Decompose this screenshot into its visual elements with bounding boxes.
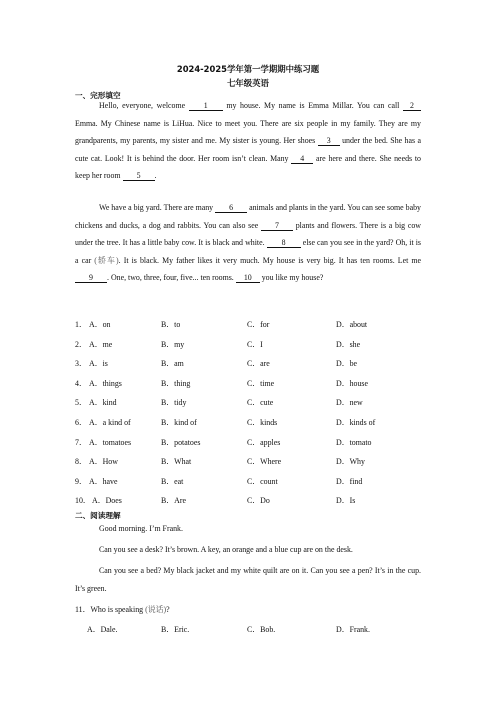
option-c[interactable]: C．apples xyxy=(247,437,281,447)
option-d[interactable]: D．she xyxy=(336,339,361,349)
exam-title: 2024-2025学年第一学期期中练习题 xyxy=(176,64,320,74)
option-a[interactable]: A．Does xyxy=(92,496,122,506)
question-number: 1． xyxy=(75,320,87,329)
option-d[interactable]: D．kinds of xyxy=(336,418,376,427)
option-c[interactable]: C．cute xyxy=(247,398,274,408)
option-row xyxy=(75,378,421,390)
option-d[interactable]: D．Is xyxy=(336,496,356,506)
option-row xyxy=(75,495,421,507)
option-a[interactable]: A．kind xyxy=(89,398,117,408)
option-b[interactable]: B．thing xyxy=(161,378,191,388)
blank-5: 5 xyxy=(123,171,155,181)
question-11-stem: 11．Who is speaking (说话)? xyxy=(75,605,170,614)
option-c[interactable]: C．for xyxy=(247,320,270,329)
option-a[interactable]: A．on xyxy=(89,320,111,329)
option-b[interactable]: B．tidy xyxy=(161,398,187,408)
option-c[interactable]: C．I xyxy=(247,339,263,349)
option-d[interactable]: D．be xyxy=(336,359,358,369)
blank-6: 6 xyxy=(215,203,247,213)
question-number: 10． xyxy=(75,496,91,506)
option-a[interactable]: A．have xyxy=(89,476,118,486)
option-a[interactable]: A．is xyxy=(89,359,108,369)
question-number: 9． xyxy=(75,476,87,486)
option-row xyxy=(75,417,421,429)
reading-line-1: Good morning. I’m Frank. xyxy=(99,524,183,533)
blank-7: 7 xyxy=(261,221,293,231)
option-d[interactable]: D．about xyxy=(336,320,368,329)
blank-9: 9 xyxy=(75,273,107,283)
reading-line-2: Can you see a desk? It’s brown. A key, an orange and a blue cup are on the desk. xyxy=(99,545,353,554)
option-b[interactable]: B．eat xyxy=(161,476,184,486)
option-c[interactable]: C．time xyxy=(247,378,275,388)
option-b[interactable]: B．What xyxy=(161,457,192,467)
cloze-paragraph-2: We have a big yard. There are many 6 animals and plants in the yard. You can see some baby chickens and ducks, a dog and rabbits. You can also see 7 plants and flowers. There is a big cow under the tree. It has a little baby cow. It is black and white. 8 else can you see in the yard? Oh, it is a car (轿车). It is black. My father likes it very much. My house is very big. It has ten rooms. Let me 9 . One, two, three, four, five... ten rooms. 10 you like my house? xyxy=(75,203,421,282)
option-c[interactable]: C．kinds xyxy=(247,418,278,427)
option-a[interactable]: A．tomatoes xyxy=(89,437,132,447)
option-row xyxy=(75,437,421,449)
option-a[interactable]: A．Dale. xyxy=(87,625,118,634)
option-b[interactable]: B．to xyxy=(161,320,181,329)
option-row xyxy=(75,339,421,351)
question-number: 8． xyxy=(75,457,87,467)
blank-1: 1 xyxy=(189,101,223,111)
question-11-options xyxy=(75,624,421,636)
blank-8: 8 xyxy=(267,238,301,248)
option-c[interactable]: C．count xyxy=(247,476,278,486)
option-row xyxy=(75,476,421,488)
option-d[interactable]: D．Why xyxy=(336,457,365,467)
section-heading-cloze: 一、完形填空 xyxy=(75,91,121,100)
option-a[interactable]: A．a kind of xyxy=(89,418,131,427)
blank-2: 2 xyxy=(403,101,421,111)
option-row xyxy=(75,319,421,331)
option-b[interactable]: B．am xyxy=(161,359,184,369)
option-c[interactable]: C．Do xyxy=(247,496,270,506)
option-row xyxy=(75,456,421,468)
blank-3: 3 xyxy=(318,136,340,146)
option-a[interactable]: A．me xyxy=(89,339,113,349)
option-c[interactable]: C．Bob. xyxy=(247,625,276,634)
option-b[interactable]: B．Are xyxy=(161,496,186,506)
option-b[interactable]: B．potatoes xyxy=(161,437,201,447)
option-b[interactable]: B．kind of xyxy=(161,418,197,427)
question-number: 2． xyxy=(75,339,87,349)
option-d[interactable]: D．house xyxy=(336,378,368,388)
question-number: 4． xyxy=(75,378,87,388)
option-b[interactable]: B．Eric. xyxy=(161,625,190,634)
question-number: 3． xyxy=(75,359,87,369)
option-c[interactable]: C．Where xyxy=(247,457,282,467)
option-a[interactable]: A．things xyxy=(89,378,122,388)
option-d[interactable]: D．tomato xyxy=(336,437,372,447)
cloze-paragraph-1: Hello, everyone, welcome 1 my house. My name is Emma Millar. You can call 2 Emma. My Chinese name is LiHua. Nice to meet you. There are six people in my family. They are my grandparents, my parents, my sister and me. My sister is young. Her shoes 3 under the bed. She has a cute cat. Look! It is behind the door. Her room isn’t clean. Many 4 are here and there. She needs to keep her room 5 . xyxy=(75,101,421,180)
option-row xyxy=(75,358,421,370)
section-heading-reading: 二、阅读理解 xyxy=(75,511,121,520)
exam-subtitle: 七年级英语 xyxy=(227,78,269,88)
option-d[interactable]: D．new xyxy=(336,398,363,408)
question-number: 7． xyxy=(75,437,87,447)
option-d[interactable]: D．find xyxy=(336,476,363,486)
car-note: (轿车) xyxy=(94,255,119,265)
option-row xyxy=(75,397,421,409)
option-b[interactable]: B．my xyxy=(161,339,185,349)
question-number: 5． xyxy=(75,398,87,408)
option-c[interactable]: C．are xyxy=(247,359,270,369)
reading-line-3: Can you see a bed? My black jacket and my white quilt are on it. Can you see a pen? It’s in the cup. It’s green. xyxy=(75,566,421,593)
option-a[interactable]: A．How xyxy=(89,457,118,467)
blank-4: 4 xyxy=(291,154,313,164)
question-number: 6． xyxy=(75,418,87,427)
blank-10: 10 xyxy=(236,273,260,283)
option-d[interactable]: D．Frank. xyxy=(336,625,370,634)
